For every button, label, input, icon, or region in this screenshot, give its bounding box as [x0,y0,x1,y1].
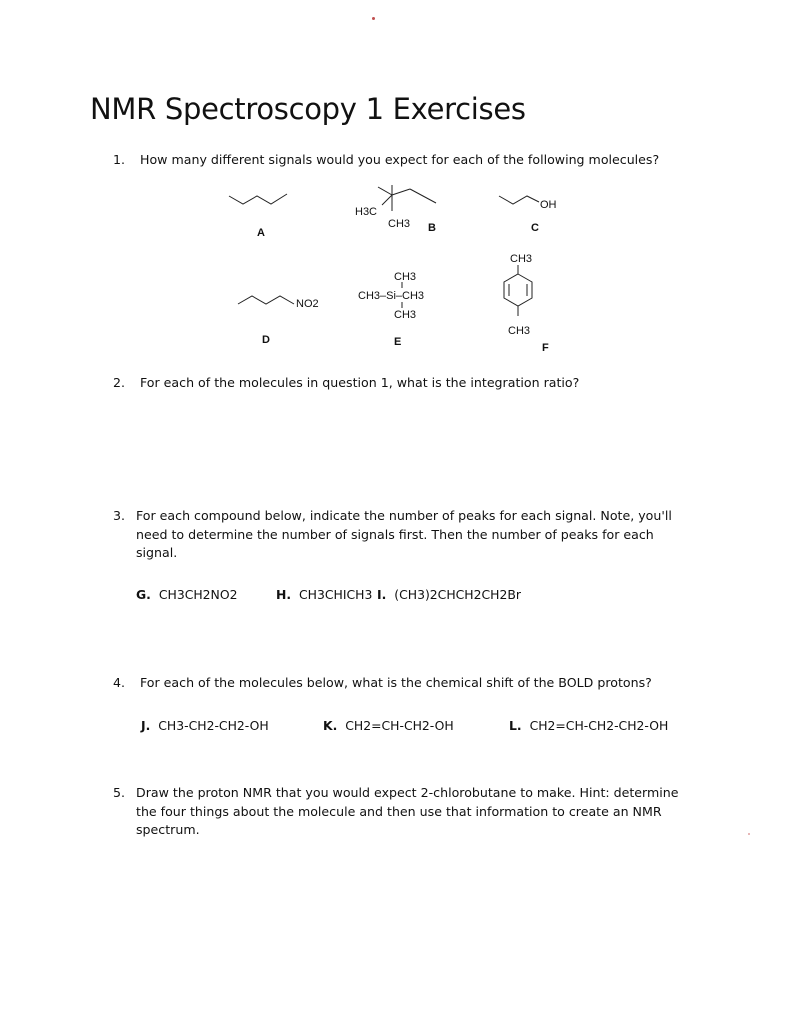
molecule-e-middle: CH3–Si–CH3 [358,290,425,302]
question-5 [113,784,713,844]
compound-i [377,587,521,602]
molecule-d-no2: NO2 [296,298,319,310]
molecule-e-bottom: CH3 [394,309,417,321]
molecule-d-label: D [262,334,270,346]
molecule-c-skeleton [499,196,539,204]
molecule-c-oh: OH [540,199,557,211]
compound-h-label: H. [276,587,292,602]
molecule-b-ch3: CH3 [388,218,411,230]
compound-l-formula: CH2=CH-CH2-CH2-OH [529,718,669,733]
scan-speck [372,17,375,20]
compound-j [141,718,269,733]
question-number: 3. [113,508,126,523]
page-title: NMR Spectroscopy 1 Exercises [90,92,526,126]
compound-g-label: G. [136,587,151,602]
molecule-e-label: E [394,336,402,348]
molecule-f-bottom: CH3 [508,325,531,337]
molecule-b-label: B [428,222,436,234]
molecule-b-bond [382,195,392,205]
question-text: For each of the molecules in question 1, what is the integration ratio? [140,375,580,390]
molecule-c [495,190,585,240]
molecule-f-top: CH3 [510,253,533,265]
scan-speck [748,833,750,835]
question-text: How many different signals would you expect for each of the following molecules? [140,152,660,167]
question-text: For each compound below, indicate the number of peaks for each signal. Note, you'll need to determine the number of signals first. Then the number of peaks for each signal. [136,508,672,560]
molecule-b [350,183,450,243]
molecule-b-bond [392,189,410,195]
compound-g-formula: CH3CH2NO2 [158,587,238,602]
compound-g [136,587,237,602]
molecule-d [236,290,336,350]
question-number: 5. [113,785,126,800]
molecule-b-bond [410,189,436,203]
molecule-e [354,266,454,351]
question-text: Draw the proton NMR that you would expect 2-chlorobutane to make. Hint: determine the four things about the molecule and then use that information to create an NMR spectrum. [136,785,679,837]
molecule-c-label: C [531,222,539,234]
molecule-a-label: A [257,227,265,239]
question-number: 1. [113,152,126,167]
question-text: For each of the molecules below, what is the chemical shift of the BOLD protons? [140,675,652,690]
question-number: 4. [113,675,126,690]
molecule-b-bond [378,187,392,195]
molecule-f-label: F [542,342,549,354]
compound-j-label: J. [141,718,151,733]
compound-h [276,587,372,602]
compound-k [323,718,454,733]
molecule-f [492,250,562,360]
compound-l [509,718,668,733]
question-number: 2. [113,375,126,390]
compound-l-label: L. [509,718,522,733]
compound-j-formula: CH3-CH2-CH2-OH [158,718,269,733]
molecule-d-skeleton [238,296,294,304]
compound-k-label: K. [323,718,338,733]
molecule-e-top: CH3 [394,271,417,283]
question-3 [113,507,713,567]
molecule-a [225,190,305,240]
molecule-f-ring [504,274,532,306]
compound-i-label: I. [377,587,387,602]
molecule-a-skeleton [229,194,287,204]
compound-i-formula: (CH3)2CHCH2CH2Br [394,587,521,602]
compound-h-formula: CH3CHICH3 [299,587,373,602]
molecule-b-h3c: H3C [355,206,378,218]
compound-k-formula: CH2=CH-CH2-OH [345,718,454,733]
